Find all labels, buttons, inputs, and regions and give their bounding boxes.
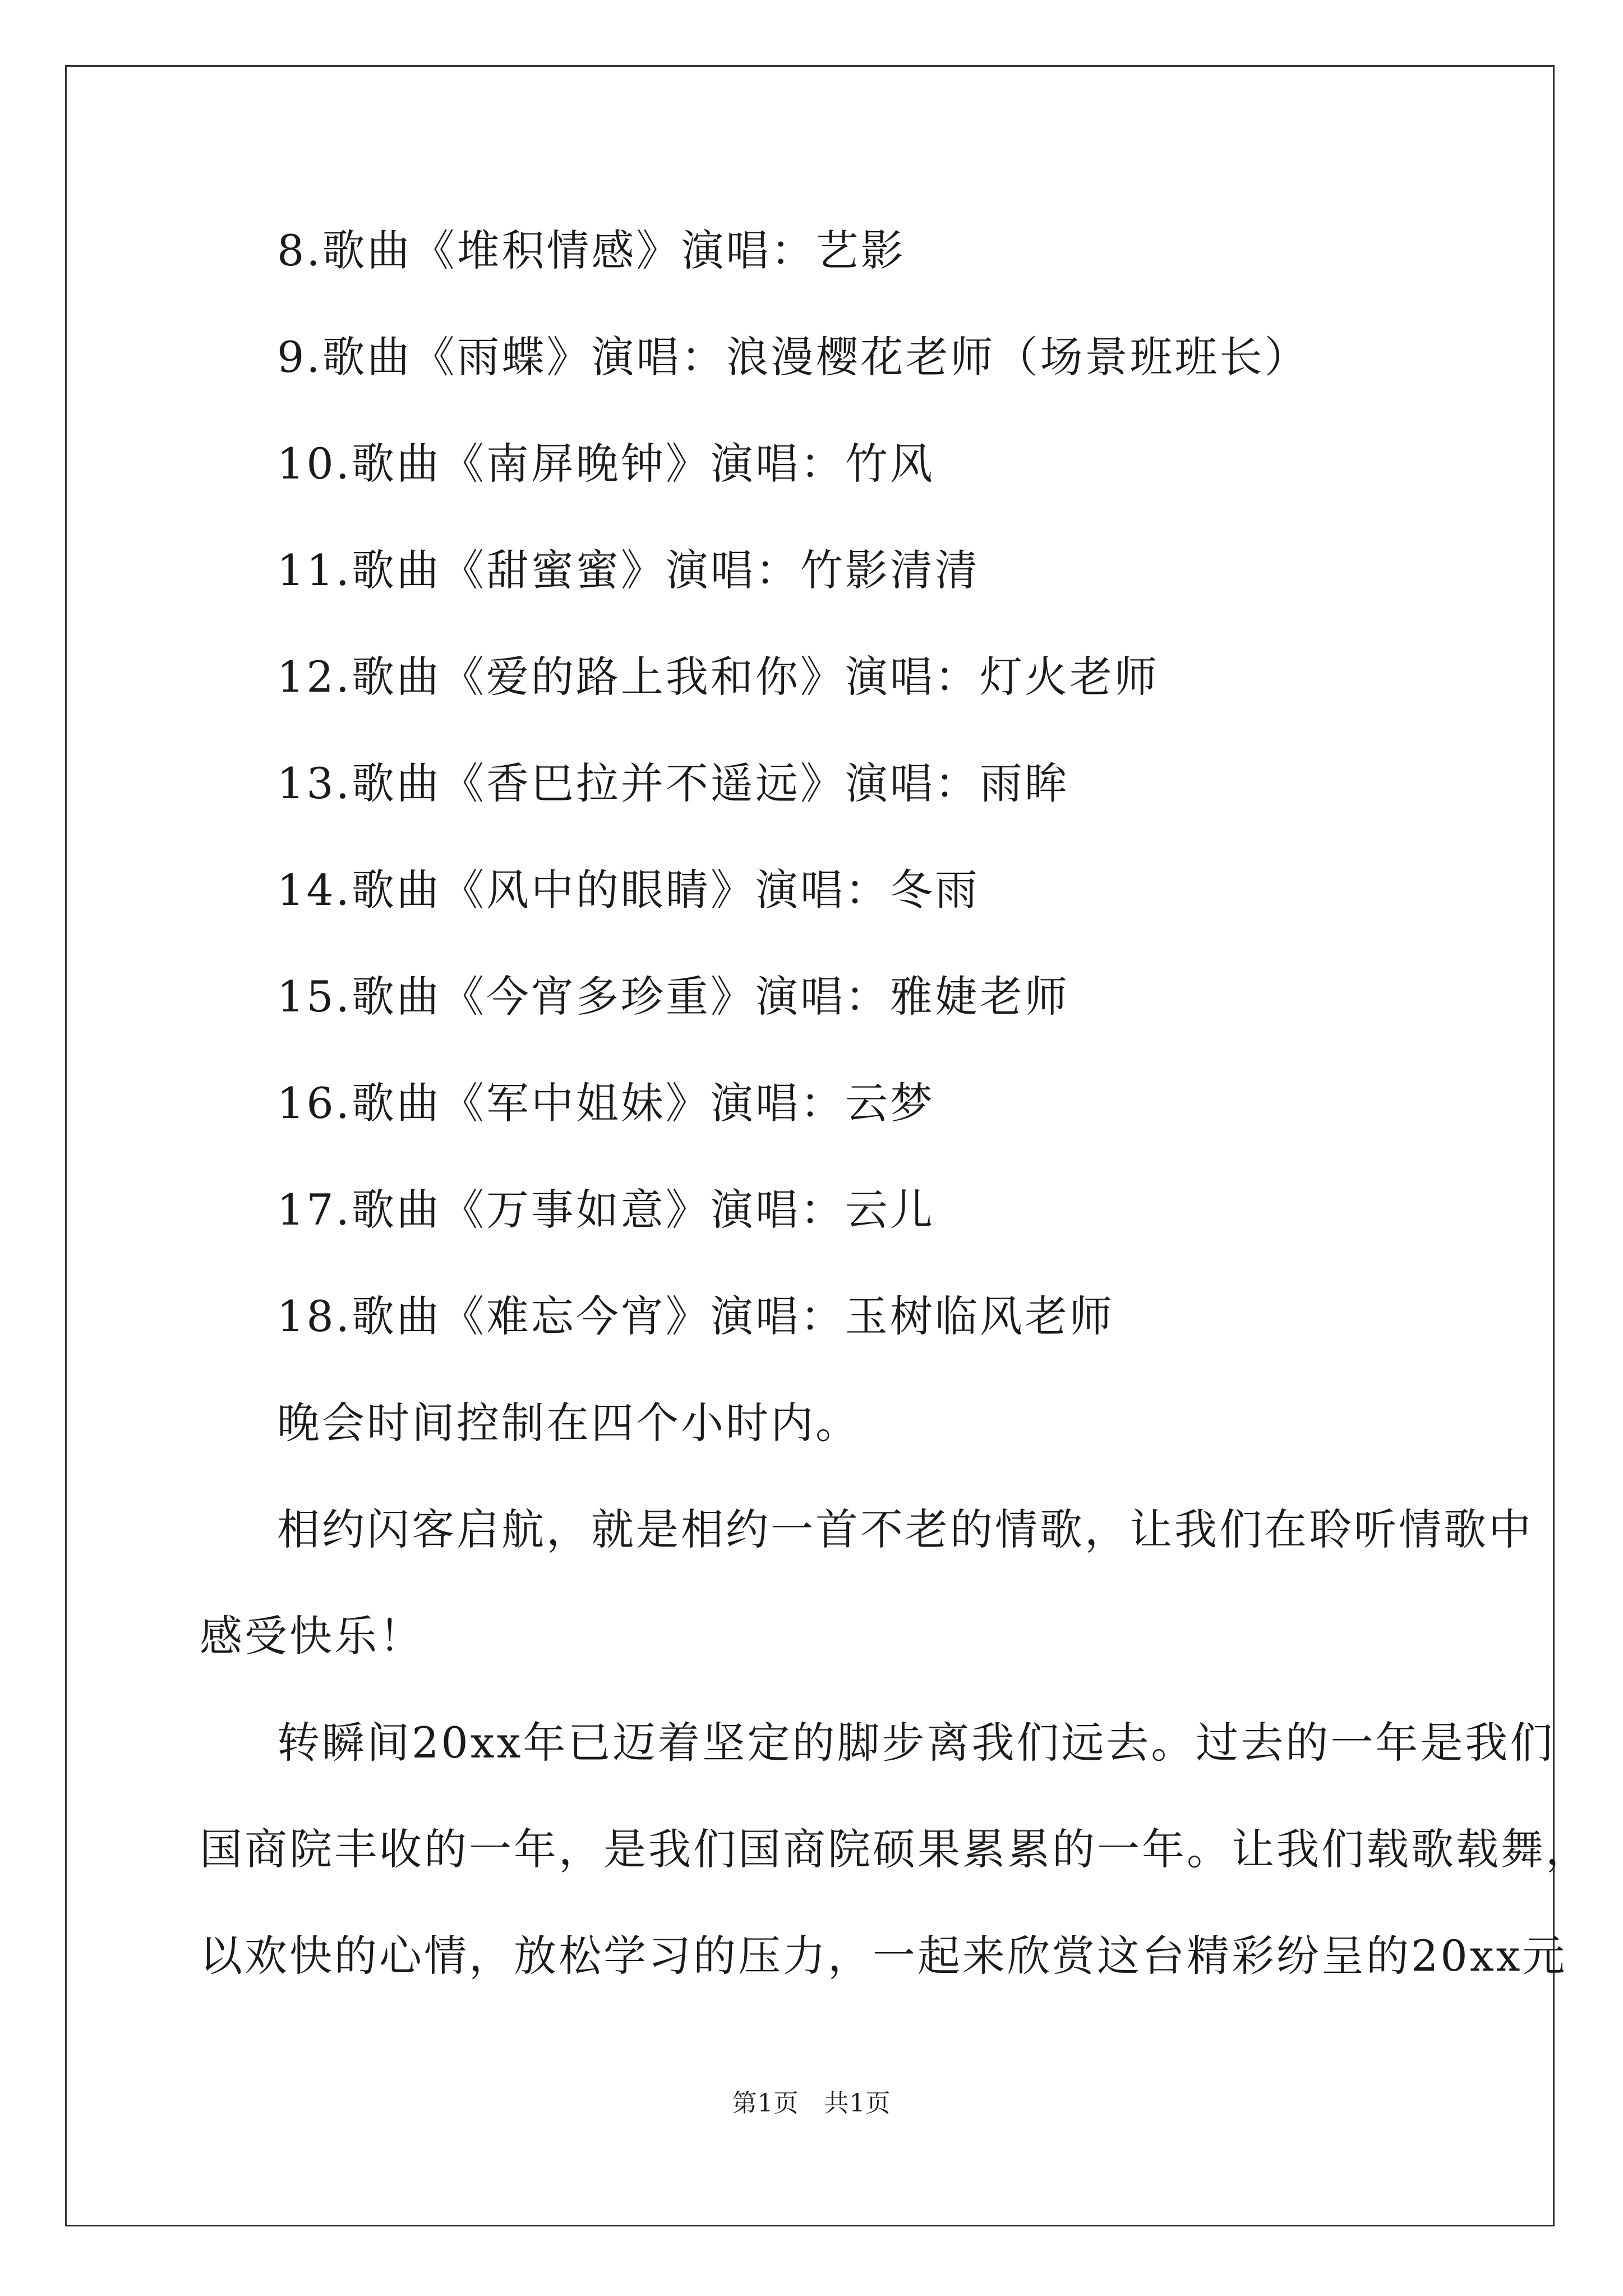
page-border (65, 65, 1590, 2226)
song-item-11: 11.歌曲《甜蜜蜜》演唱：竹影清清 (277, 545, 980, 595)
song-item-16: 16.歌曲《军中姐妹》演唱：云梦 (277, 1078, 935, 1128)
paragraph-2-line-1: 转瞬间20xx年已迈着坚定的脚步离我们远去。过去的一年是我们 (277, 1718, 1555, 1768)
song-item-17: 17.歌曲《万事如意》演唱：云儿 (277, 1185, 935, 1235)
paragraph-1-line-2: 感受快乐！ (200, 1611, 424, 1661)
page-number-footer: 第1页 共1页 (732, 2089, 891, 2118)
song-item-12: 12.歌曲《爱的路上我和你》演唱：灯火老师 (277, 652, 1159, 702)
song-item-9: 9.歌曲《雨蝶》演唱：浪漫樱花老师（场景班班长） (277, 332, 1310, 382)
time-note: 晚会时间控制在四个小时内。 (277, 1398, 860, 1448)
song-item-8: 8.歌曲《堆积情感》演唱：艺影 (277, 226, 906, 275)
paragraph-1-line-1: 相约闪客启航，就是相约一首不老的情歌，让我们在聆听情歌中 (277, 1504, 1533, 1554)
paragraph-2-line-3: 以欢快的心情，放松学习的压力，一起来欣赏这台精彩纷呈的20xx元 (200, 1931, 1567, 1981)
song-item-13: 13.歌曲《香巴拉并不遥远》演唱：雨眸 (277, 758, 1069, 808)
paragraph-2-line-2: 国商院丰收的一年，是我们国商院硕果累累的一年。让我们载歌载舞， (200, 1824, 1590, 1874)
song-item-10: 10.歌曲《南屏晚钟》演唱：竹风 (277, 439, 935, 489)
song-item-15: 15.歌曲《今宵多珍重》演唱：雅婕老师 (277, 972, 1069, 1022)
song-item-18: 18.歌曲《难忘今宵》演唱：玉树临风老师 (277, 1291, 1114, 1341)
song-item-14: 14.歌曲《风中的眼睛》演唱：冬雨 (277, 865, 980, 915)
